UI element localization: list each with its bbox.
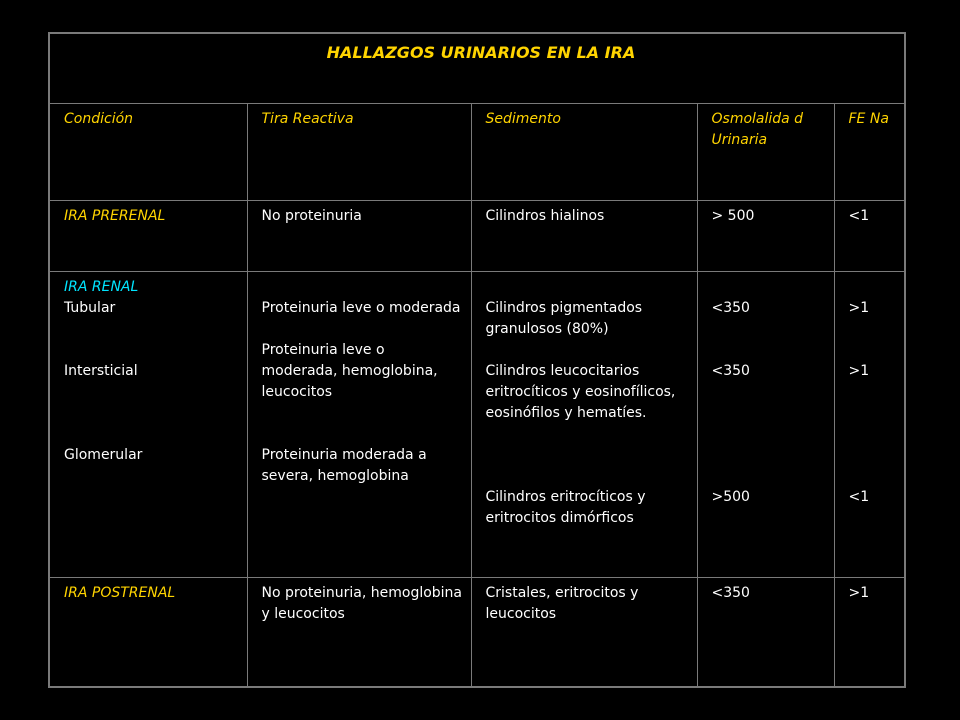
- osmo-tubular: <350: [711, 299, 750, 316]
- fena-intersticial: >1: [848, 362, 870, 379]
- cell-osmo-postrenal: <350: [697, 577, 834, 687]
- header-sedimento: Sedimento: [471, 103, 697, 200]
- renal-heading: IRA RENAL: [64, 278, 139, 295]
- fena-glomerular: <1: [848, 488, 870, 505]
- cell-tira-postrenal: No proteinuria, hemoglobina y leucocitos: [247, 577, 471, 687]
- table-row-prerenal: [49, 200, 905, 271]
- renal-glomerular-label: Glomerular: [64, 446, 143, 463]
- table-title: HALLAZGOS URINARIOS EN LA IRA: [49, 33, 905, 103]
- cell-fena-prerenal: <1: [834, 200, 905, 271]
- cell-fena-renal: [834, 271, 905, 577]
- sedimento-glomerular: Cilindros eritrocíticos y eritrocitos dimórficos: [485, 488, 646, 526]
- cell-sedimento-renal: [471, 271, 697, 577]
- renal-intersticial-label: Intersticial: [64, 362, 138, 379]
- table-row-renal: [49, 271, 905, 577]
- tira-intersticial: Proteinuria leve o moderada, hemoglobina, leucocitos: [261, 341, 438, 400]
- urinary-findings-table: [48, 32, 906, 688]
- title-row: [49, 33, 905, 103]
- cell-condicion-postrenal: IRA POSTRENAL: [49, 577, 247, 687]
- osmo-glomerular: >500: [711, 488, 750, 505]
- cell-tira-prerenal: No proteinuria: [247, 200, 471, 271]
- cell-osmo-prerenal: > 500: [697, 200, 834, 271]
- cell-sedimento-postrenal: Cristales, eritrocitos y leucocitos: [471, 577, 697, 687]
- osmo-intersticial: <350: [711, 362, 750, 379]
- cell-fena-postrenal: >1: [834, 577, 905, 687]
- tira-glomerular: Proteinuria moderada a severa, hemoglobina: [261, 446, 427, 484]
- header-tira-reactiva: Tira Reactiva: [247, 103, 471, 200]
- cell-tira-renal: [247, 271, 471, 577]
- fena-tubular: >1: [848, 299, 870, 316]
- header-fe-na: FE Na: [834, 103, 905, 200]
- cell-condicion-prerenal: IRA PRERENAL: [49, 200, 247, 271]
- cell-sedimento-prerenal: Cilindros hialinos: [471, 200, 697, 271]
- tira-tubular: Proteinuria leve o moderada: [261, 299, 461, 316]
- renal-tubular-label: Tubular: [64, 299, 116, 316]
- sedimento-tubular: Cilindros pigmentados granulosos (80%): [485, 299, 643, 337]
- table-row-postrenal: [49, 577, 905, 687]
- header-condicion: Condición: [49, 103, 247, 200]
- header-row: [49, 103, 905, 200]
- header-osmolalidad: Osmolalida d Urinaria: [697, 103, 834, 200]
- cell-condicion-renal: [49, 271, 247, 577]
- sedimento-intersticial: Cilindros leucocitarios eritrocíticos y eosinofílicos, eosinófilos y hematíes.: [485, 362, 676, 421]
- cell-osmo-renal: [697, 271, 834, 577]
